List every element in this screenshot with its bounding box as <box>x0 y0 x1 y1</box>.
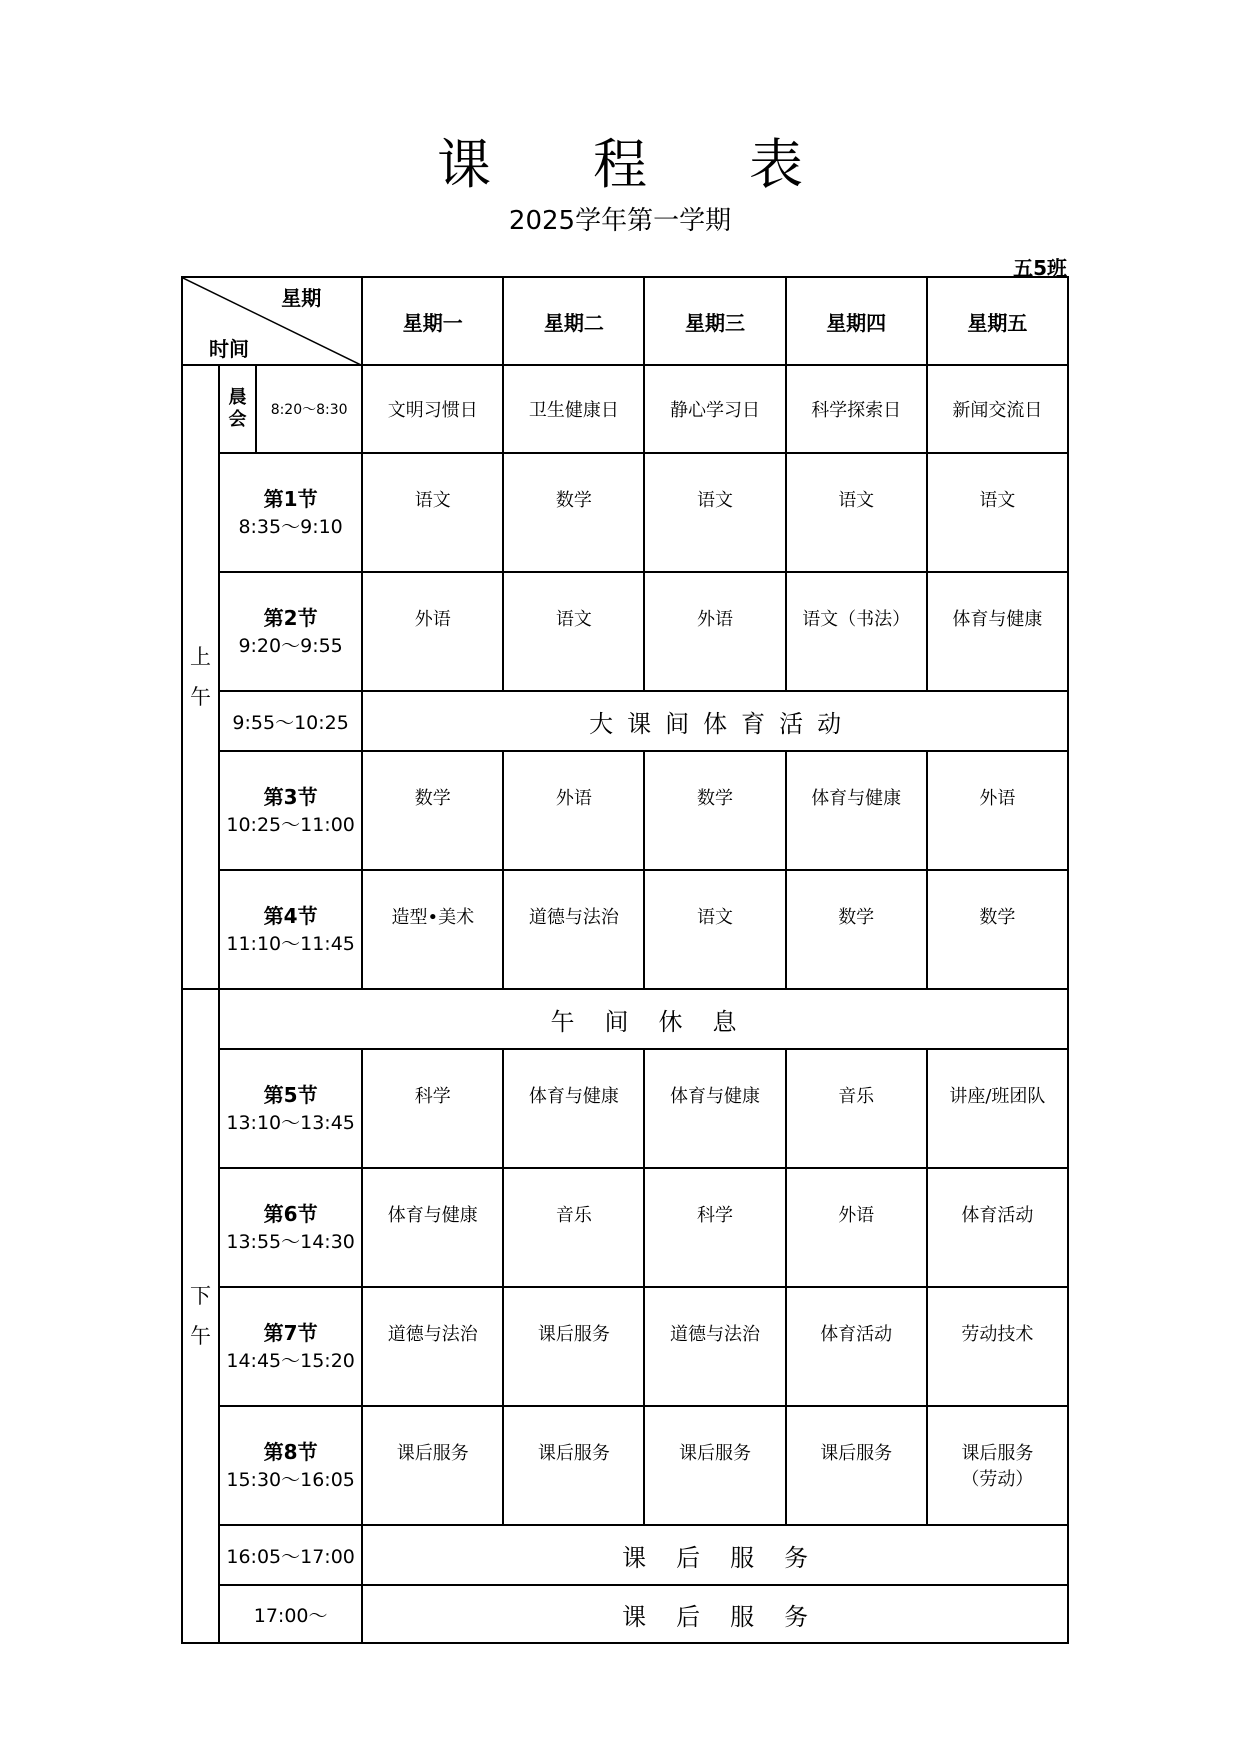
period-label: 第7节 <box>263 1320 318 1345</box>
big-break-band <box>362 691 1068 751</box>
page-title <box>0 122 1240 199</box>
course-cell: 音乐 <box>503 1168 644 1287</box>
course-cell: 讲座/班团队 <box>927 1049 1068 1168</box>
afternoon-half-label <box>182 989 219 1643</box>
course-cell: 道德与法治 <box>644 1287 785 1406</box>
course-cell: 体育活动 <box>927 1168 1068 1287</box>
period-header-3 <box>219 751 362 870</box>
course-cell: 数学 <box>644 751 785 870</box>
after-school-band-2 <box>362 1585 1068 1643</box>
course-cell: 外语 <box>786 1168 927 1287</box>
band-char: 间 <box>604 1007 629 1036</box>
after-school-band-1 <box>362 1525 1068 1585</box>
band-char: 务 <box>784 1602 809 1631</box>
course-cell: 课后服务 <box>362 1406 503 1525</box>
after-school-row-2 <box>182 1585 1068 1643</box>
period-header-4 <box>219 870 362 989</box>
band-char: 息 <box>712 1007 737 1036</box>
course-cell: 语文 <box>786 453 927 572</box>
big-break-row <box>182 691 1068 751</box>
course-cell: 道德与法治 <box>503 870 644 989</box>
band-char: 课 <box>622 1543 647 1572</box>
course-cell: 语文（书法） <box>786 572 927 691</box>
period-row-8 <box>182 1406 1068 1525</box>
period-header-5 <box>219 1049 362 1168</box>
header-row <box>182 277 1068 365</box>
day-header-fri: 星期五 <box>927 277 1068 365</box>
period-header-6 <box>219 1168 362 1287</box>
course-cell: 课后服务 <box>503 1287 644 1406</box>
period-time: 14:45～15:20 <box>226 1349 355 1372</box>
title-char: 程 <box>593 133 647 196</box>
morning-char: 晨 <box>228 387 247 408</box>
semester-subtitle: 2025学年第一学期 <box>508 206 732 236</box>
class-name: 五5班 <box>1013 256 1067 280</box>
half-char: 下 <box>190 1284 212 1308</box>
band-char: 育 <box>741 709 766 738</box>
period-row-6 <box>182 1168 1068 1287</box>
morning-char: 会 <box>228 409 247 430</box>
period-label: 第5节 <box>263 1082 318 1107</box>
course-cell: 造型•美术 <box>362 870 503 989</box>
course-cell: 科学 <box>644 1168 785 1287</box>
band-char: 务 <box>784 1543 809 1572</box>
after-school-row-1 <box>182 1525 1068 1585</box>
lunch-break-band <box>219 989 1068 1049</box>
course-cell: 数学 <box>927 870 1068 989</box>
after-school-time-2: 17:00～ <box>219 1585 362 1643</box>
morning-item-mon: 文明习惯日 <box>362 365 503 453</box>
band-char: 服 <box>730 1602 755 1631</box>
course-cell: 课后服务 <box>644 1406 785 1525</box>
band-char: 课 <box>622 1602 647 1631</box>
period-time: 15:30～16:05 <box>226 1468 355 1491</box>
course-cell: 外语 <box>362 572 503 691</box>
period-label: 第2节 <box>263 605 318 630</box>
half-char: 午 <box>190 1324 212 1348</box>
period-time: 13:55～14:30 <box>226 1230 355 1253</box>
corner-header-cell <box>182 277 362 365</box>
course-cell: 体育与健康 <box>786 751 927 870</box>
period-time: 13:10～13:45 <box>226 1111 355 1134</box>
day-header-wed: 星期三 <box>644 277 785 365</box>
band-char: 活 <box>779 709 804 738</box>
period-header-1 <box>219 453 362 572</box>
course-cell: 课后服务 <box>786 1406 927 1525</box>
period-label: 第6节 <box>263 1201 318 1226</box>
band-char: 体 <box>703 709 728 738</box>
corner-time-label: 时间 <box>209 337 249 361</box>
day-header-thu: 星期四 <box>786 277 927 365</box>
morning-item-wed: 静心学习日 <box>644 365 785 453</box>
course-cell: 道德与法治 <box>362 1287 503 1406</box>
period-row-2 <box>182 572 1068 691</box>
schedule-table <box>181 276 1069 1644</box>
title-char: 课 <box>437 133 491 196</box>
day-header-mon: 星期一 <box>362 277 503 365</box>
course-cell: 体育与健康 <box>927 572 1068 691</box>
period-time: 8:35～9:10 <box>238 515 343 538</box>
period-label: 第4节 <box>263 903 318 928</box>
period-row-4 <box>182 870 1068 989</box>
course-cell: 体育与健康 <box>644 1049 785 1168</box>
course-cell: 语文 <box>362 453 503 572</box>
big-break-time: 9:55～10:25 <box>219 691 362 751</box>
course-cell: 语文 <box>644 453 785 572</box>
course-cell: 数学 <box>503 453 644 572</box>
morning-half-label <box>182 365 219 989</box>
band-char: 午 <box>550 1007 575 1036</box>
course-cell: 外语 <box>927 751 1068 870</box>
period-label: 第3节 <box>263 784 318 809</box>
morning-item-thu: 科学探索日 <box>786 365 927 453</box>
period-header-8 <box>219 1406 362 1525</box>
period-row-3 <box>182 751 1068 870</box>
course-cell: 体育活动 <box>786 1287 927 1406</box>
course-cell: 数学 <box>786 870 927 989</box>
morning-meeting-time: 8:20～8:30 <box>256 365 362 453</box>
band-char: 休 <box>658 1007 683 1036</box>
course-cell: 音乐 <box>786 1049 927 1168</box>
course-cell: 课后服务 <box>503 1406 644 1525</box>
band-char: 后 <box>676 1543 701 1572</box>
title-char: 表 <box>749 133 803 196</box>
course-cell: 课后服务（劳动） <box>927 1406 1068 1525</box>
morning-meeting-row <box>182 365 1068 453</box>
period-row-7 <box>182 1287 1068 1406</box>
period-time: 9:20～9:55 <box>238 634 343 657</box>
period-header-7 <box>219 1287 362 1406</box>
period-label: 第1节 <box>263 486 318 511</box>
band-char: 间 <box>665 709 690 738</box>
course-cell: 语文 <box>503 572 644 691</box>
course-cell: 外语 <box>644 572 785 691</box>
period-header-2 <box>219 572 362 691</box>
course-cell: 体育与健康 <box>503 1049 644 1168</box>
band-char: 服 <box>730 1543 755 1572</box>
day-header-tue: 星期二 <box>503 277 644 365</box>
period-row-5 <box>182 1049 1068 1168</box>
course-cell: 外语 <box>503 751 644 870</box>
course-cell: 数学 <box>362 751 503 870</box>
course-cell: 语文 <box>927 453 1068 572</box>
half-char: 午 <box>190 685 212 709</box>
after-school-time-1: 16:05～17:00 <box>219 1525 362 1585</box>
morning-item-tue: 卫生健康日 <box>503 365 644 453</box>
morning-item-fri: 新闻交流日 <box>927 365 1068 453</box>
lunch-break-row <box>182 989 1068 1049</box>
course-cell: 劳动技术 <box>927 1287 1068 1406</box>
morning-meeting-label <box>219 365 256 453</box>
corner-weekday-label: 星期 <box>281 286 322 310</box>
period-time: 10:25～11:00 <box>226 813 355 836</box>
band-char: 课 <box>627 709 652 738</box>
band-char: 大 <box>589 709 614 738</box>
band-char: 后 <box>676 1602 701 1631</box>
period-time: 11:10～11:45 <box>226 932 355 955</box>
band-char: 动 <box>817 709 842 738</box>
period-row-1 <box>182 453 1068 572</box>
course-cell: 体育与健康 <box>362 1168 503 1287</box>
half-char: 上 <box>190 645 212 669</box>
period-label: 第8节 <box>263 1439 318 1464</box>
course-cell: 科学 <box>362 1049 503 1168</box>
course-cell: 语文 <box>644 870 785 989</box>
